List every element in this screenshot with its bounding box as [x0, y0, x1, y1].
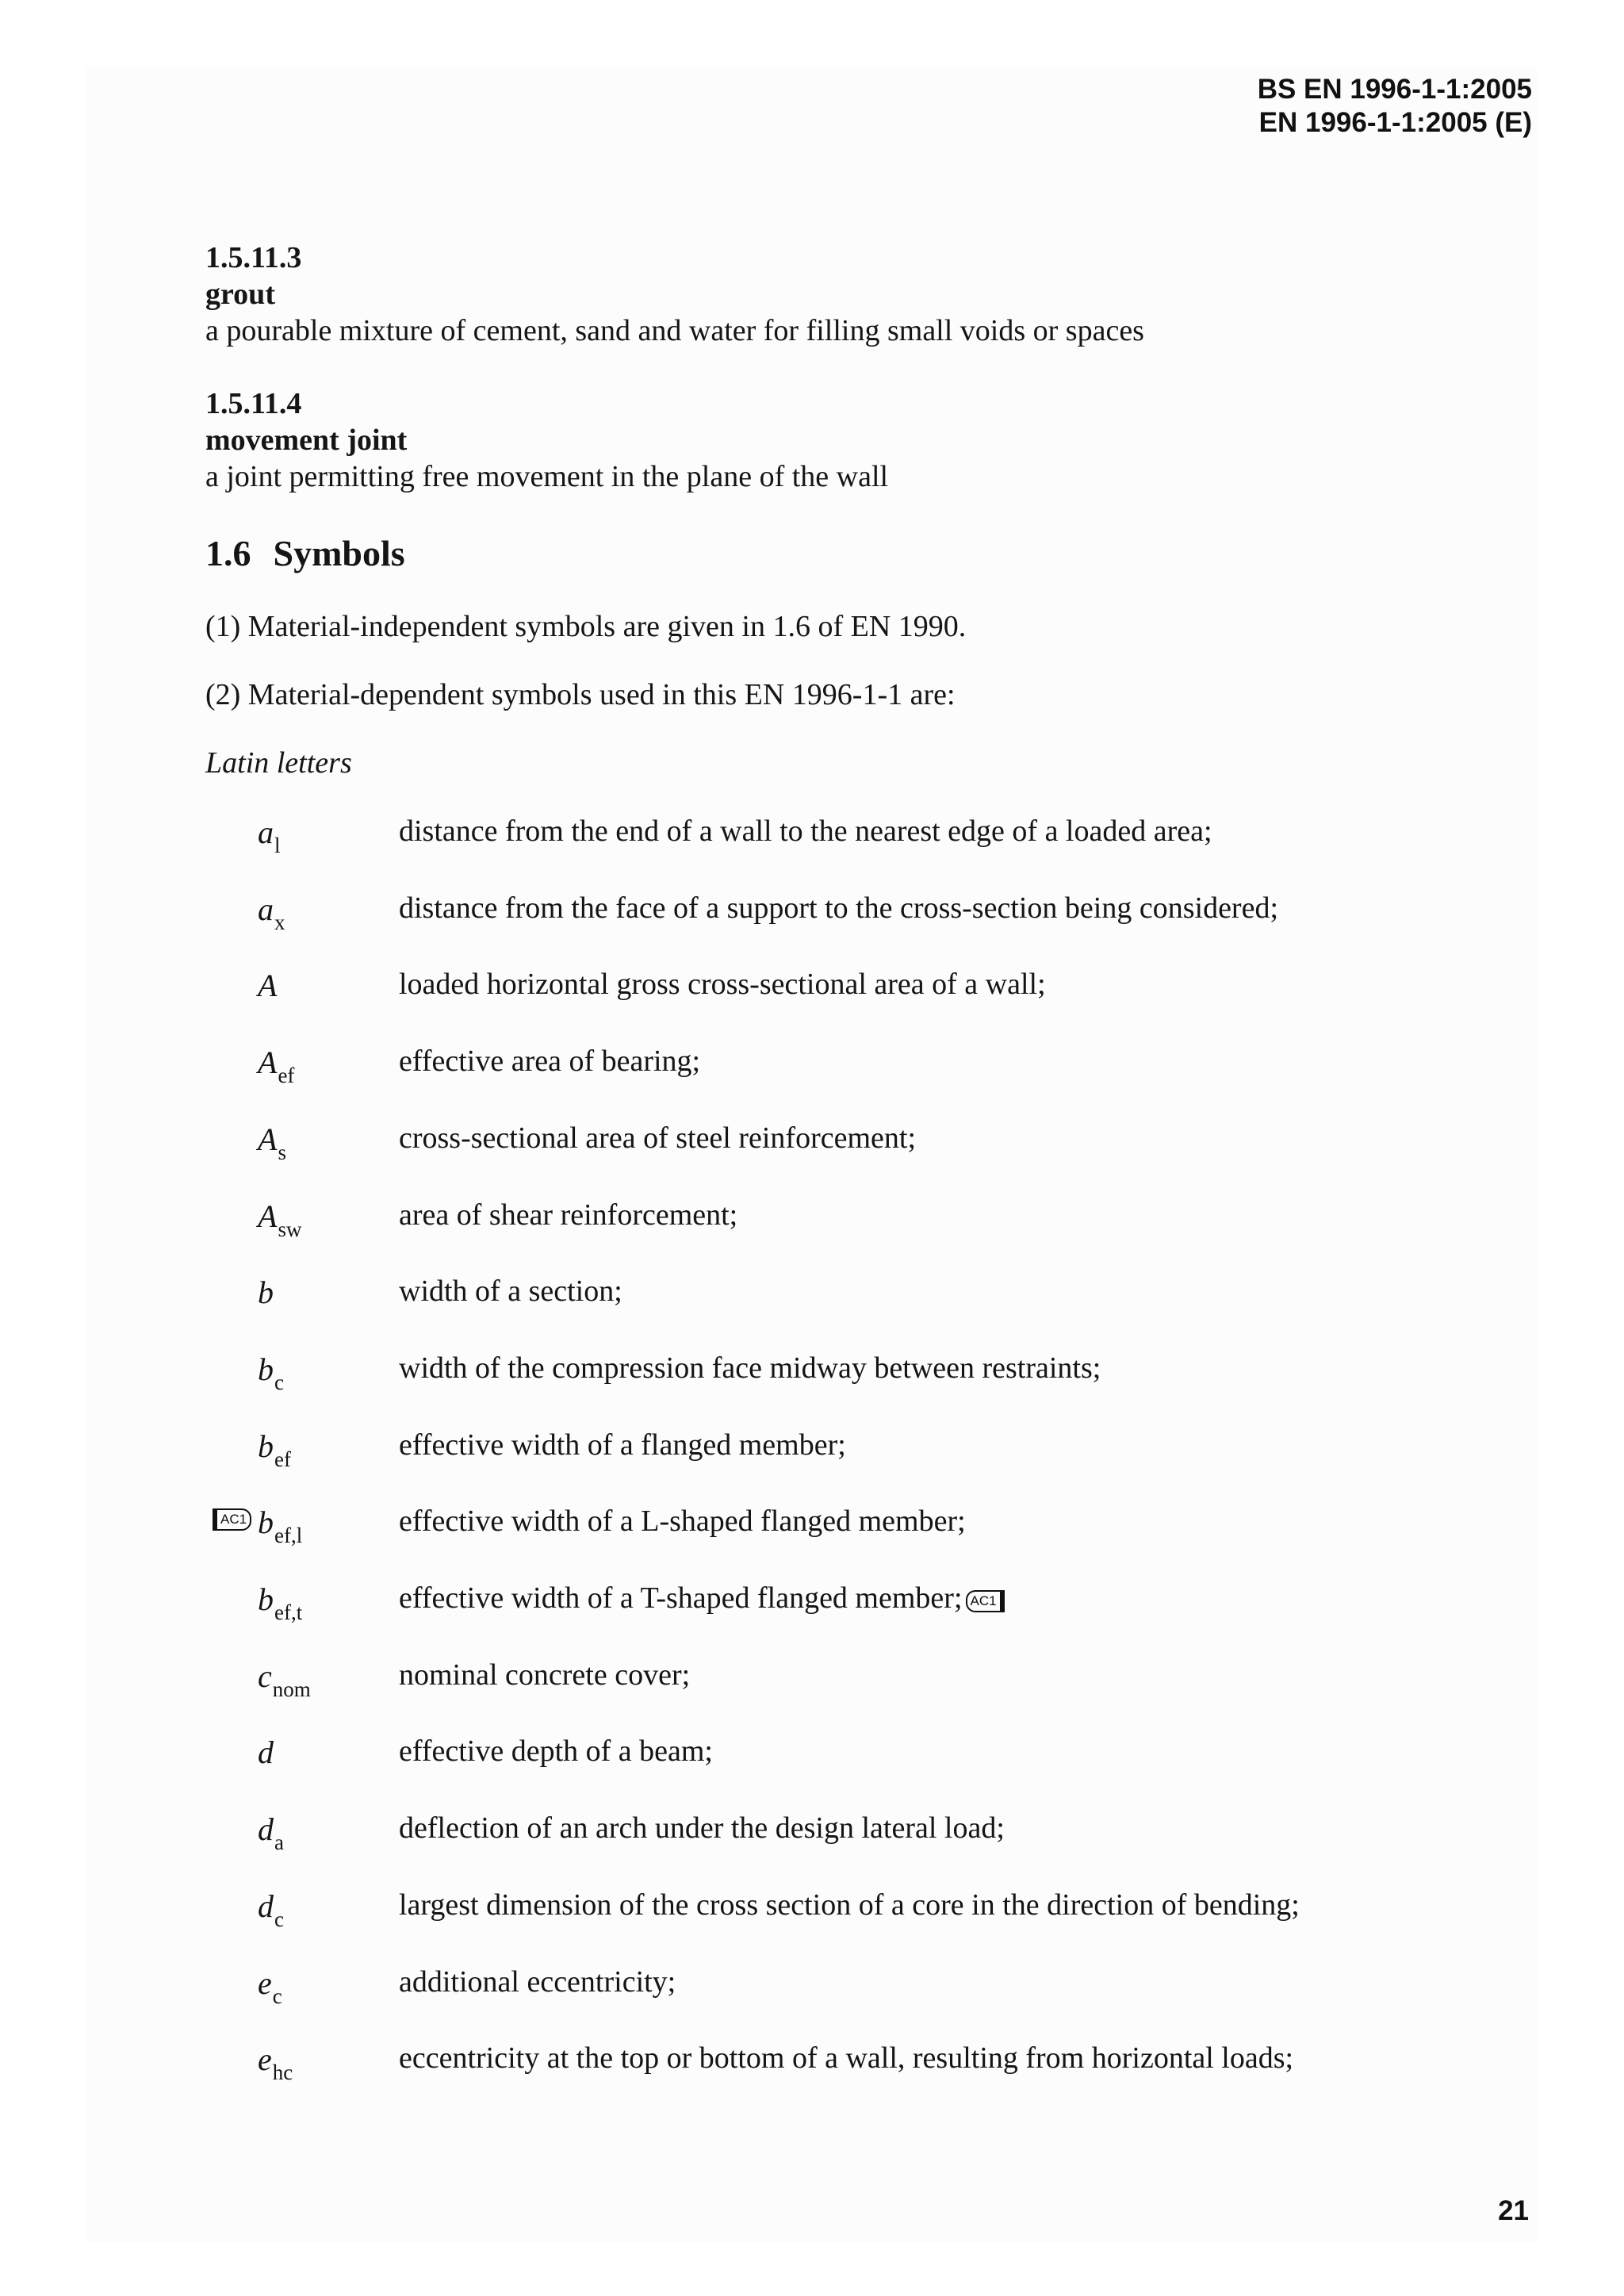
symbol-description-text: eccentricity at the top or bottom of a wall, resulting from horizontal loads; — [399, 2041, 1294, 2075]
symbol-row — [0, 1964, 1624, 2012]
symbol — [258, 1198, 301, 1242]
symbol-description — [399, 1044, 700, 1079]
symbol — [258, 1428, 291, 1472]
term-name: grout — [205, 278, 275, 311]
symbol-description-text: distance from the face of a support to the cross-section being considered; — [399, 891, 1279, 925]
symbol-description — [399, 2041, 1293, 2076]
symbol-row — [0, 1581, 1624, 1628]
symbol-description — [399, 1121, 916, 1156]
symbol — [258, 814, 281, 858]
symbol — [258, 1658, 311, 1702]
symbol-base: A — [258, 1045, 278, 1080]
symbol — [258, 1044, 294, 1088]
symbol-base: e — [258, 1965, 272, 2001]
symbol-description-text: effective width of a flanged member; — [399, 1428, 846, 1462]
symbol-row — [0, 1658, 1624, 1705]
symbol-subscript: ef,t — [274, 1600, 303, 1624]
symbol-row — [0, 1504, 1624, 1551]
document-header — [1258, 73, 1532, 140]
section-number: 1.6 — [205, 533, 251, 573]
symbol-subscript: c — [274, 1907, 284, 1931]
symbol-subscript: nom — [272, 1677, 311, 1701]
symbol-description — [399, 1734, 713, 1769]
symbol-base: d — [258, 1888, 274, 1924]
symbol — [258, 1888, 284, 1932]
symbol-base: A — [258, 1121, 278, 1157]
symbol-base: A — [258, 968, 278, 1003]
symbol-description — [399, 1428, 846, 1462]
symbol-base: e — [258, 2041, 272, 2077]
standard-code-english: EN 1996-1-1:2005 (E) — [1258, 107, 1532, 138]
symbol-subscript: c — [272, 1984, 282, 2008]
symbol-description-text: effective width of a L-shaped flanged member; — [399, 1504, 966, 1538]
symbol — [258, 1581, 302, 1625]
symbol-subscript: ef — [278, 1064, 295, 1087]
symbol — [258, 891, 285, 935]
symbol-subscript: l — [274, 834, 281, 857]
symbol — [258, 2041, 293, 2085]
symbol — [258, 1351, 284, 1395]
symbol-row — [0, 1044, 1624, 1091]
symbol-description — [399, 1581, 1005, 1616]
symbol — [258, 967, 277, 1004]
symbol-base: d — [258, 1734, 274, 1770]
symbol-subscript: ef,l — [274, 1524, 303, 1547]
symbol — [258, 1964, 282, 2009]
symbol — [258, 1274, 274, 1311]
symbol-description-text: largest dimension of the cross section of a core in the direction of bending; — [399, 1888, 1300, 1922]
symbol-base: a — [258, 815, 274, 850]
symbol-base: a — [258, 891, 274, 927]
symbol-description-text: area of shear reinforcement; — [399, 1198, 738, 1232]
symbol-row — [0, 891, 1624, 938]
symbol-base: b — [258, 1274, 274, 1310]
symbol-base: b — [258, 1351, 274, 1387]
section-title: Symbols — [273, 533, 405, 573]
amendment-start-marker: AC1 — [213, 1508, 251, 1531]
symbol-description — [399, 1964, 676, 1999]
symbol-subscript: c — [274, 1370, 284, 1394]
section-heading — [205, 532, 405, 574]
symbol-base: A — [258, 1198, 278, 1234]
paragraph-1: (1) Material-independent symbols are given in 1.6 of EN 1990. — [205, 610, 967, 643]
symbol-row — [0, 1198, 1624, 1245]
paragraph-2: (2) Material-dependent symbols used in this EN 1996-1-1 are: — [205, 678, 956, 711]
symbol-description-text: width of a section; — [399, 1274, 622, 1308]
symbol-base: b — [258, 1581, 274, 1617]
symbol — [258, 1811, 284, 1855]
symbol-description-text: nominal concrete cover; — [399, 1658, 691, 1692]
symbol — [258, 1504, 302, 1548]
term-name: movement joint — [205, 424, 408, 457]
latin-letters-heading: Latin letters — [205, 746, 352, 780]
symbol-description — [399, 891, 1278, 926]
symbol-description-text: width of the compression face midway between restraints; — [399, 1351, 1101, 1385]
symbol-description — [399, 814, 1212, 849]
symbol-description-text: deflection of an arch under the design lateral load; — [399, 1811, 1005, 1845]
symbol-row — [0, 814, 1624, 861]
symbol-description-text: cross-sectional area of steel reinforcement; — [399, 1121, 917, 1155]
symbol-description — [399, 1658, 690, 1692]
term-number: 1.5.11.3 — [205, 241, 302, 274]
symbol-row — [0, 2041, 1624, 2088]
symbol-subscript: ef — [274, 1447, 291, 1471]
symbol-row — [0, 1811, 1624, 1858]
symbol-row — [0, 1121, 1624, 1168]
symbol-row — [0, 1351, 1624, 1398]
symbol-description-text: additional eccentricity; — [399, 1965, 676, 1999]
symbol-subscript: x — [274, 910, 285, 934]
symbol — [258, 1121, 286, 1165]
symbol-base: b — [258, 1504, 274, 1540]
page-number: 21 — [1498, 2195, 1529, 2226]
term-grout — [205, 240, 1144, 349]
standard-code: BS EN 1996-1-1:2005 — [1257, 74, 1532, 105]
symbol-row — [0, 1888, 1624, 1935]
term-definition: a pourable mixture of cement, sand and water for filling small voids or spaces — [205, 314, 1144, 347]
symbol-description — [399, 1198, 737, 1232]
term-number: 1.5.11.4 — [205, 387, 302, 420]
symbol-description — [399, 1351, 1101, 1386]
symbol-description-text: effective area of bearing; — [399, 1045, 701, 1078]
symbol-description — [399, 967, 1046, 1002]
symbol-description-text: effective depth of a beam; — [399, 1734, 713, 1768]
symbol-base: c — [258, 1658, 272, 1694]
symbol-subscript: a — [274, 1830, 284, 1854]
symbol-row — [0, 1428, 1624, 1475]
symbol-description — [399, 1888, 1300, 1922]
symbol-description-text: loaded horizontal gross cross-sectional area of a wall; — [399, 968, 1046, 1001]
symbol-base: b — [258, 1428, 274, 1464]
symbol-subscript: hc — [272, 2060, 293, 2084]
symbol — [258, 1734, 274, 1771]
amendment-end-marker: AC1 — [966, 1590, 1005, 1612]
term-movement-joint — [205, 385, 888, 495]
symbol-description — [399, 1811, 1005, 1846]
symbol-subscript: sw — [278, 1217, 302, 1241]
symbol-base: d — [258, 1811, 274, 1847]
symbol-description — [399, 1274, 622, 1309]
symbol-subscript: s — [278, 1140, 286, 1164]
symbol-description-text: distance from the end of a wall to the nearest edge of a loaded area; — [399, 815, 1212, 848]
term-definition: a joint permitting free movement in the plane of the wall — [205, 460, 889, 493]
symbol-description-text: effective width of a T-shaped flanged member; — [399, 1581, 963, 1615]
symbol-row — [0, 1734, 1624, 1781]
symbol-row — [0, 1274, 1624, 1321]
symbol-description — [399, 1504, 966, 1539]
symbol-row — [0, 967, 1624, 1014]
